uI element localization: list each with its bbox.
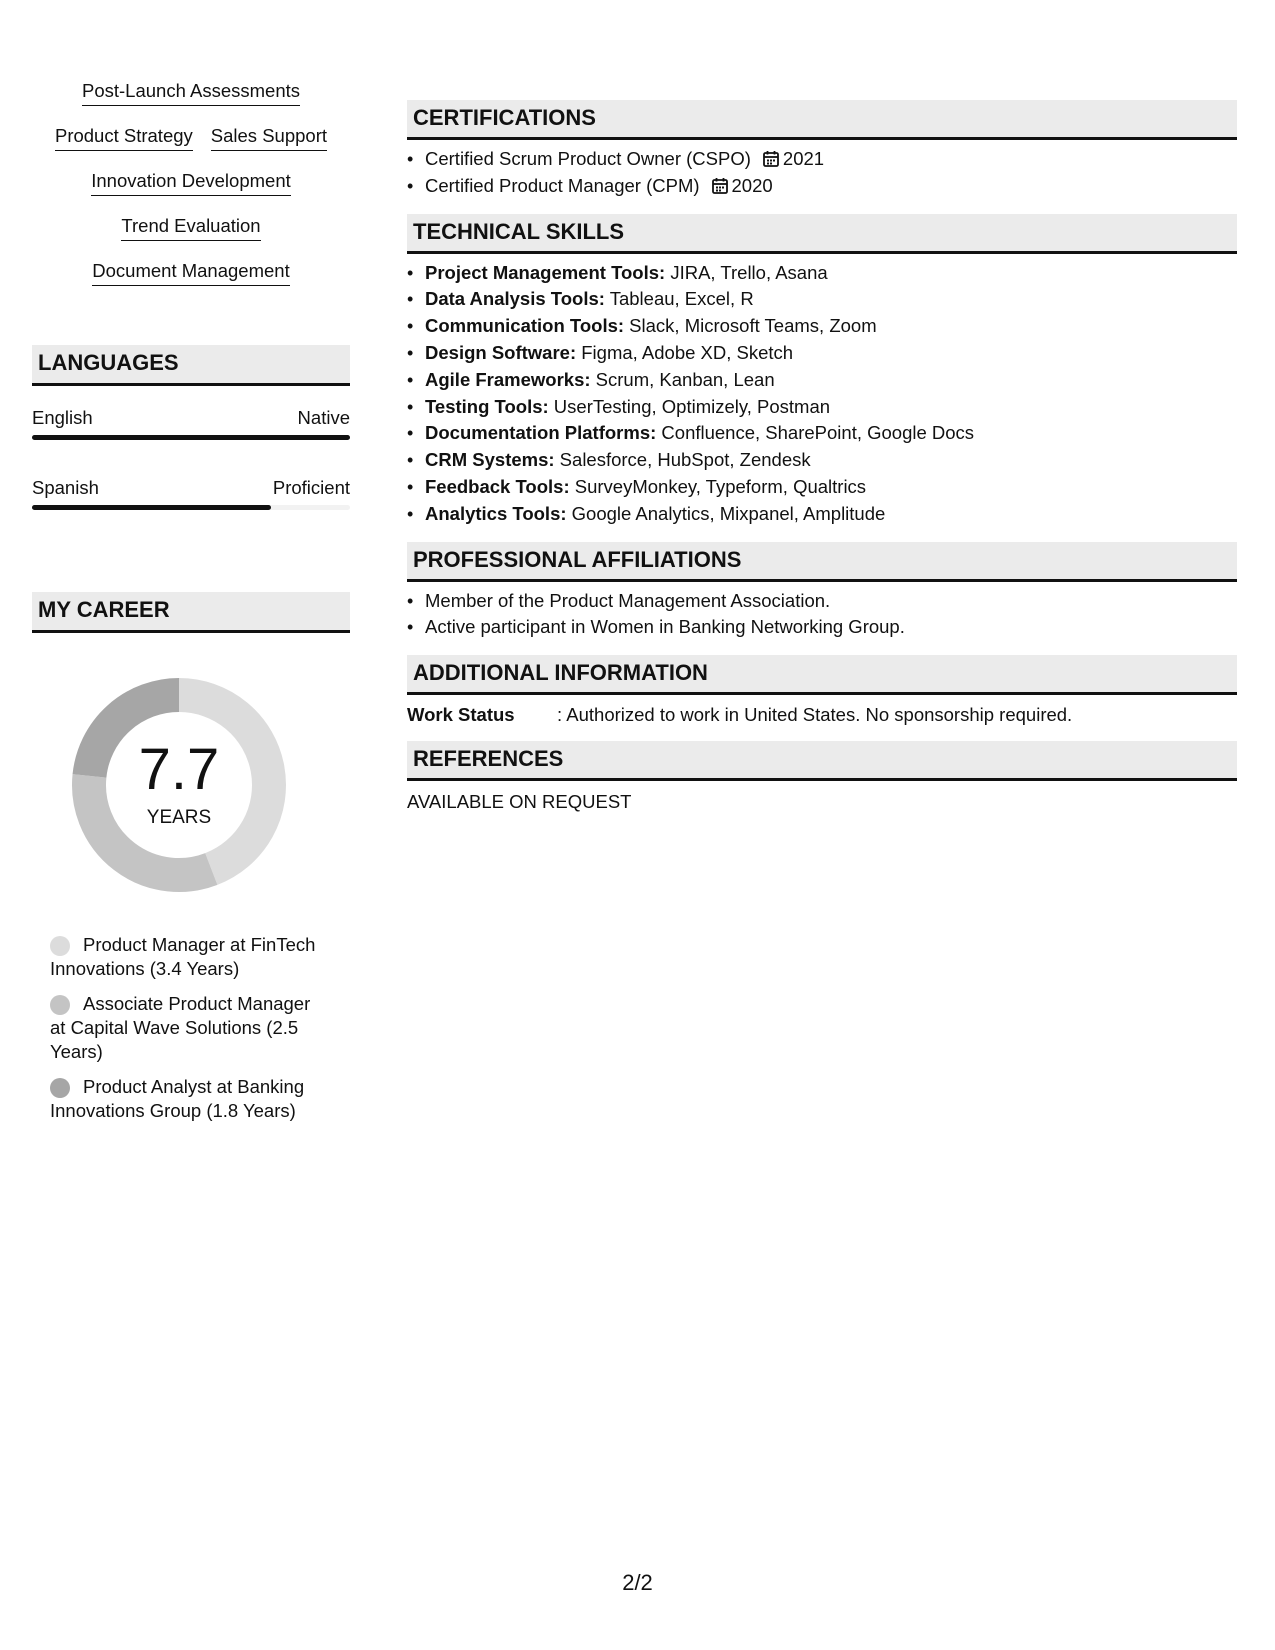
affiliations-heading: PROFESSIONAL AFFILIATIONS: [407, 542, 1237, 582]
technical-skill-value: Salesforce, HubSpot, Zendesk: [554, 449, 811, 471]
technical-skill-item: [407, 313, 1237, 340]
technical-skill-label: Data Analysis Tools:: [425, 288, 605, 310]
technical-skill-label: Analytics Tools:: [425, 502, 567, 524]
certifications-section: [407, 100, 1237, 200]
career-legend-item: [50, 933, 330, 981]
language-name: Spanish: [32, 477, 99, 498]
technical-skill-value: Slack, Microsoft Teams, Zoom: [624, 315, 877, 337]
technical-skill-label: Communication Tools:: [425, 315, 625, 337]
skill-tag: Product Strategy: [55, 125, 193, 151]
certification-year: 2020: [731, 174, 773, 196]
technical-skill-label: Agile Frameworks:: [425, 368, 591, 390]
technical-skill-label: Project Management Tools:: [425, 261, 666, 283]
certifications-heading: CERTIFICATIONS: [407, 100, 1237, 140]
certification-name: Certified Product Manager (CPM): [425, 174, 700, 196]
skill-tag: Document Management: [92, 260, 289, 286]
language-bar: [32, 505, 350, 510]
certification-name: Certified Scrum Product Owner (CSPO): [425, 148, 751, 169]
skill-tag: Innovation Development: [91, 170, 291, 196]
technical-skill-value: Google Analytics, Mixpanel, Amplitude: [566, 502, 886, 524]
language-level: Proficient: [272, 477, 350, 498]
technical-skill-value: Figma, Adobe XD, Sketch: [576, 341, 794, 363]
skills-list: [32, 80, 350, 305]
calendar-icon: [763, 150, 779, 167]
page-number: 2/2: [622, 1570, 653, 1595]
career-role: Product Manager at FinTech Innovations (3.4 Years): [50, 934, 316, 979]
left-column: [32, 80, 350, 1121]
technical-skill-label: Documentation Platforms:: [425, 422, 657, 444]
additional-info-section: [407, 655, 1237, 727]
technical-skill-label: Testing Tools:: [425, 395, 549, 417]
skill-tag: Post-Launch Assessments: [82, 80, 300, 106]
right-column: [407, 100, 1237, 827]
career-total-years: 7.7: [138, 737, 220, 802]
references-section: [407, 741, 1237, 813]
technical-skill-value: Scrum, Kanban, Lean: [590, 368, 775, 390]
references-text: AVAILABLE ON REQUEST: [407, 791, 632, 813]
career-legend-item: [50, 992, 330, 1064]
technical-skill-item: [407, 420, 1237, 447]
legend-dot-icon: [50, 995, 70, 1015]
career-years-label: YEARS: [146, 807, 212, 828]
language-item: [32, 477, 350, 547]
skill-tag: Trend Evaluation: [121, 215, 260, 241]
technical-skill-item: [407, 501, 1237, 528]
language-bar-fill: [32, 505, 271, 510]
career-legend: [50, 933, 330, 1134]
additional-info-heading: ADDITIONAL INFORMATION: [407, 655, 1237, 695]
technical-skill-value: JIRA, Trello, Asana: [665, 261, 828, 283]
language-item: [32, 407, 350, 477]
technical-skill-value: Confluence, SharePoint, Google Docs: [656, 422, 975, 444]
career-legend-item: [50, 1075, 330, 1123]
legend-dot-icon: [50, 1078, 70, 1098]
technical-skills-section: [407, 214, 1237, 528]
work-status-value: : Authorized to work in United States. No sponsorship required.: [557, 704, 1073, 726]
affiliation-item: • Member of the Product Management Association.: [407, 588, 1237, 615]
technical-skill-value: Tableau, Excel, R: [604, 288, 754, 310]
language-level: Native: [297, 407, 350, 428]
languages-heading: LANGUAGES: [32, 345, 350, 386]
technical-skill-label: Feedback Tools:: [425, 475, 570, 497]
language-bar-fill: [32, 435, 350, 440]
career-role: Associate Product Manager at Capital Wave Solutions (2.5 Years): [50, 993, 311, 1062]
technical-skill-item: [407, 394, 1237, 421]
affiliations-section: [407, 542, 1237, 642]
technical-skill-label: Design Software:: [425, 341, 577, 363]
technical-skill-item: [407, 367, 1237, 394]
certification-item: [407, 146, 1237, 173]
language-name: English: [32, 407, 93, 428]
language-bar: [32, 435, 350, 440]
technical-skill-label: CRM Systems:: [425, 449, 555, 471]
career-heading: MY CAREER: [32, 592, 350, 633]
technical-skill-value: SurveyMonkey, Typeform, Qualtrics: [569, 475, 867, 497]
calendar-icon: [712, 177, 728, 194]
technical-skill-item: [407, 447, 1237, 474]
technical-skill-value: UserTesting, Optimizely, Postman: [548, 395, 831, 417]
technical-skill-item: [407, 286, 1237, 313]
affiliation-item: • Active participant in Women in Banking Networking Group.: [407, 614, 1237, 641]
languages-list: [32, 407, 350, 547]
technical-skill-item: [407, 260, 1237, 287]
work-status-label: Work Status: [407, 704, 515, 726]
legend-dot-icon: [50, 936, 70, 956]
certification-year: 2021: [782, 148, 825, 169]
skill-tag: Sales Support: [211, 125, 327, 151]
technical-skills-heading: TECHNICAL SKILLS: [407, 214, 1237, 254]
career-role: Product Analyst at Banking Innovations Group (1.8 Years): [50, 1076, 305, 1121]
certification-item: [407, 173, 1237, 200]
references-heading: REFERENCES: [407, 741, 1237, 781]
technical-skill-item: [407, 474, 1237, 501]
technical-skill-item: [407, 340, 1237, 367]
career-donut: [64, 670, 294, 900]
